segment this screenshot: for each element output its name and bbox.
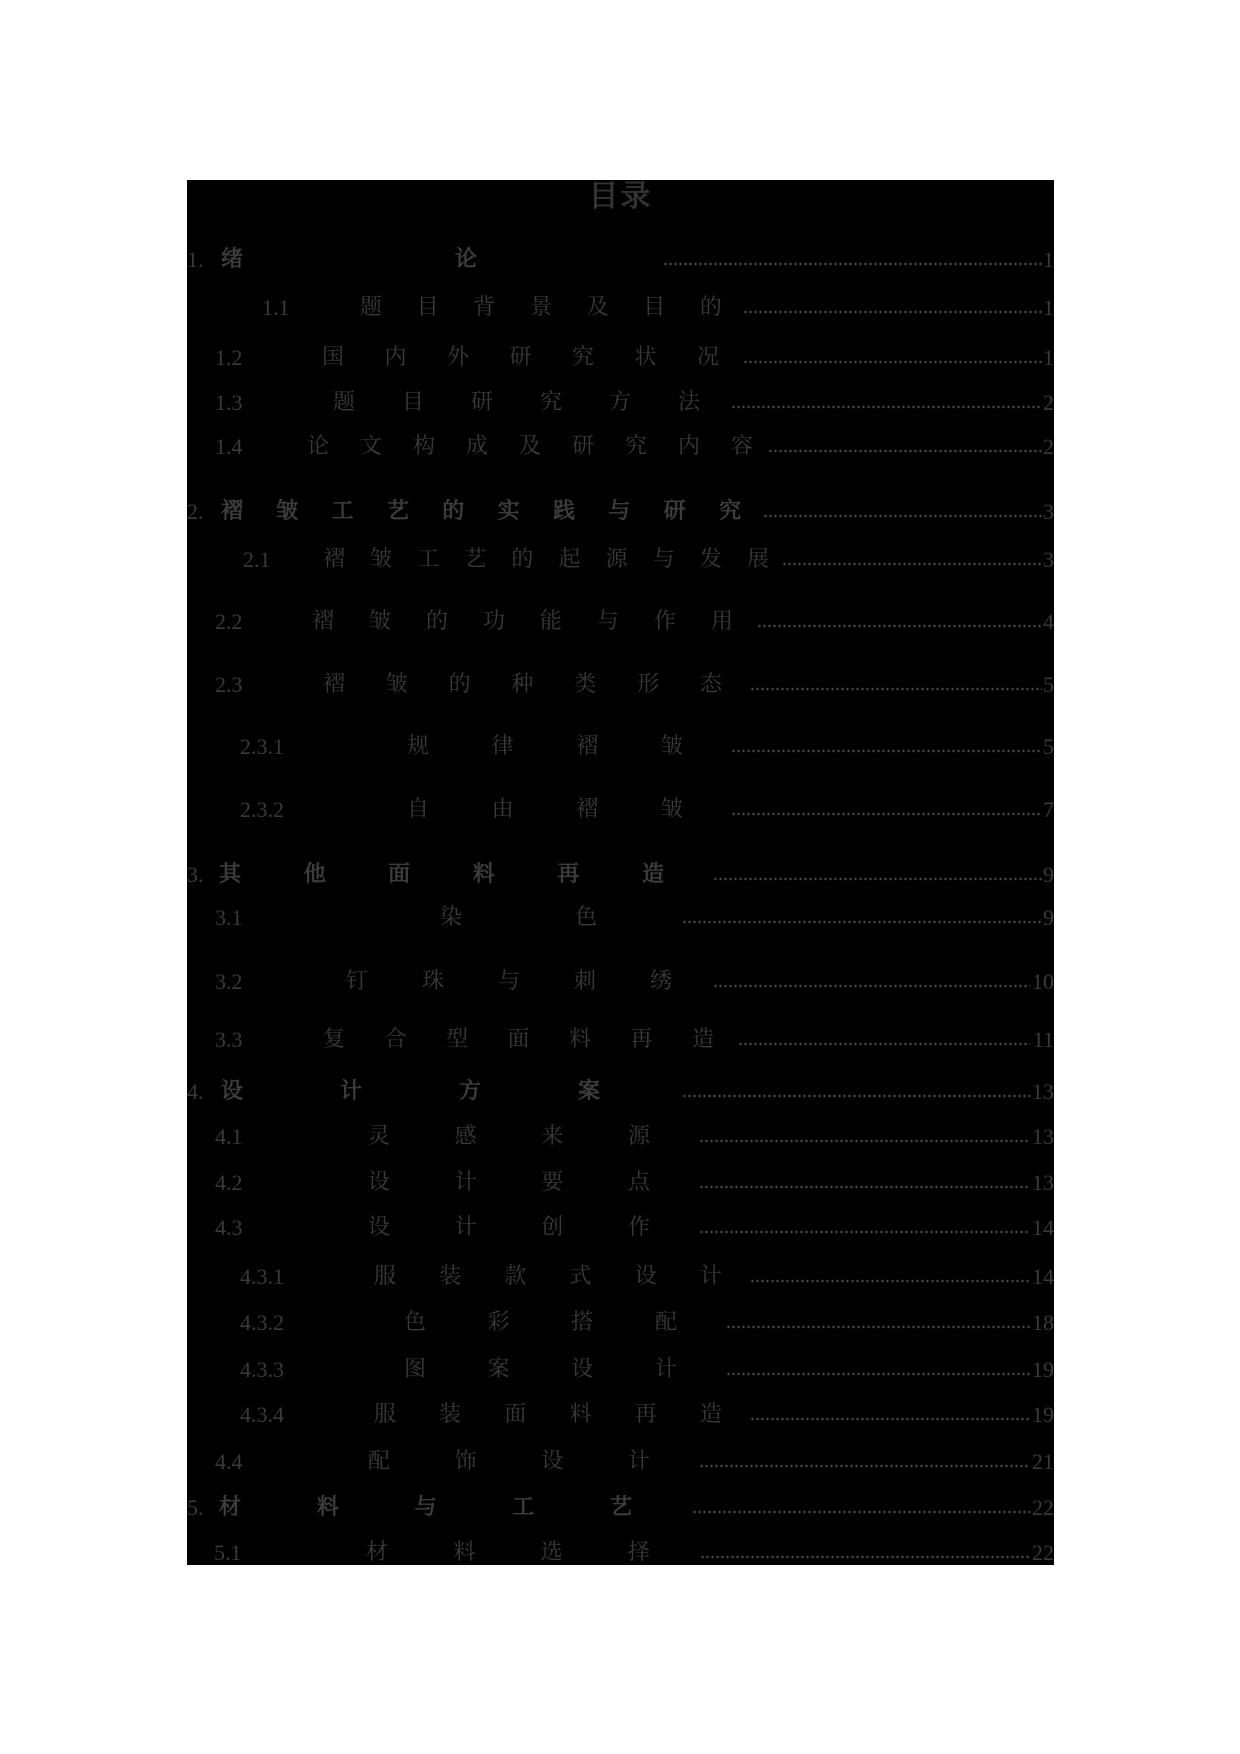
dot-leader — [750, 1279, 1030, 1283]
toc-entry-title: 配 饰 设 计 — [367, 1449, 650, 1474]
toc-entry-number: 5. — [187, 1495, 204, 1520]
toc-entry-number: 4.3 — [215, 1215, 243, 1240]
toc-entry-title: 国 内 外 研 究 状 况 — [321, 345, 719, 370]
toc-entry[interactable] — [187, 1025, 1054, 1055]
dot-leader — [699, 1139, 1030, 1143]
toc-title: 目录 — [588, 179, 653, 214]
toc-entry-number: 3. — [187, 862, 204, 887]
toc-entry-title: 材 料 选 择 — [365, 1540, 650, 1565]
toc-entry-page-number: 14 — [1032, 1264, 1054, 1289]
toc-entry-title: 复 合 型 面 料 再 造 — [322, 1027, 714, 1052]
toc-entry[interactable] — [187, 293, 1054, 323]
toc-entry-title: 褶 皱 工 艺 的 实 践 与 研 究 — [220, 499, 741, 524]
dot-leader — [682, 920, 1042, 924]
dot-leader — [768, 449, 1042, 453]
toc-entry-title: 褶 皱 的 功 能 与 作 用 — [311, 609, 733, 634]
toc-entry-title: 自 由 褶 皱 — [406, 797, 683, 822]
toc-entry[interactable] — [187, 245, 1054, 275]
toc-entry[interactable] — [187, 1538, 1054, 1568]
toc-entry-number: 5.1 — [214, 1540, 242, 1565]
toc-entry-number: 2.2 — [215, 609, 243, 634]
dot-leader — [682, 1094, 1030, 1098]
toc-entry-number: 2.3 — [215, 672, 243, 697]
toc-entry-page-number: 1 — [1043, 345, 1054, 370]
toc-entry-number: 4.4 — [215, 1449, 243, 1474]
toc-entry[interactable] — [187, 795, 1054, 825]
toc-entry[interactable] — [187, 967, 1054, 997]
toc-entry-title: 设 计 要 点 — [367, 1170, 650, 1195]
toc-entry-page-number: 1 — [1043, 247, 1054, 272]
toc-entry[interactable] — [187, 343, 1054, 373]
toc-entry-number: 4.3.4 — [240, 1402, 284, 1427]
toc-entry-number: 3.1 — [215, 905, 243, 930]
toc-entry-page-number: 3 — [1043, 547, 1054, 572]
toc-entry-page-number: 22 — [1032, 1495, 1054, 1520]
dot-leader — [692, 1510, 1030, 1514]
toc-entry-number: 2.3.1 — [240, 734, 284, 759]
dot-leader — [750, 687, 1042, 691]
toc-entry-page-number: 22 — [1032, 1540, 1054, 1565]
toc-entry[interactable] — [187, 388, 1054, 418]
toc-entry-page-number: 5 — [1043, 672, 1054, 697]
toc-entry-title: 钉 珠 与 刺 绣 — [345, 969, 672, 994]
toc-page — [187, 180, 1054, 1565]
toc-entry[interactable] — [187, 860, 1054, 890]
dot-leader — [713, 984, 1030, 988]
dot-leader — [743, 360, 1042, 364]
dot-leader — [699, 1230, 1030, 1234]
toc-entry[interactable] — [187, 545, 1054, 575]
toc-entry[interactable] — [187, 1355, 1054, 1385]
toc-entry-number: 1.2 — [215, 345, 243, 370]
toc-entry-number: 1.3 — [215, 390, 243, 415]
toc-entry-title: 灵 感 来 源 — [367, 1124, 650, 1149]
toc-entry-title: 论 文 构 成 及 研 究 内 容 — [306, 434, 753, 459]
toc-entry-page-number: 1 — [1043, 295, 1054, 320]
toc-entry-title: 褶 皱 的 种 类 形 态 — [322, 672, 722, 697]
toc-entry-title: 褶 皱 工 艺 的 起 源 与 发 展 — [322, 547, 769, 572]
toc-entry-title: 题 目 研 究 方 法 — [332, 390, 700, 415]
toc-entry[interactable] — [187, 1308, 1054, 1338]
toc-entry[interactable] — [187, 670, 1054, 700]
dot-leader — [731, 405, 1042, 409]
toc-entry-number: 2.1 — [243, 547, 271, 572]
toc-entry-number: 4.1 — [215, 1124, 243, 1149]
toc-entry[interactable] — [187, 1262, 1054, 1292]
toc-entry-number: 3.2 — [215, 969, 243, 994]
toc-entry-page-number: 13 — [1032, 1170, 1054, 1195]
toc-entry-number: 1. — [187, 247, 204, 272]
toc-entry-number: 4.3.2 — [240, 1310, 284, 1335]
toc-entry[interactable] — [187, 903, 1054, 933]
toc-entry-page-number: 18 — [1032, 1310, 1054, 1335]
toc-entry-title: 材 料 与 工 艺 — [218, 1495, 632, 1520]
toc-entry-page-number: 3 — [1043, 499, 1054, 524]
toc-entry-number: 2.3.2 — [240, 797, 284, 822]
toc-entry-page-number: 19 — [1032, 1402, 1054, 1427]
dot-leader — [663, 262, 1042, 266]
toc-entry[interactable] — [187, 1213, 1054, 1243]
toc-entry[interactable] — [187, 1447, 1054, 1477]
dot-leader — [699, 1185, 1030, 1189]
dot-leader — [731, 749, 1042, 753]
toc-entry-page-number: 10 — [1032, 969, 1054, 994]
toc-entry-number: 1.4 — [215, 434, 243, 459]
toc-entry-title: 图 案 设 计 — [403, 1357, 677, 1382]
toc-entry[interactable] — [187, 732, 1054, 762]
toc-entry-title: 其 他 面 料 再 造 — [218, 862, 664, 887]
toc-entry-page-number: 11 — [1032, 1027, 1054, 1052]
dot-leader — [700, 1555, 1030, 1559]
dot-leader — [750, 1417, 1030, 1421]
toc-entry-title: 服 装 面 料 再 造 — [373, 1402, 722, 1427]
toc-entry-number: 3.3 — [215, 1027, 243, 1052]
toc-entry-title: 规 律 褶 皱 — [406, 734, 683, 759]
dot-leader — [757, 624, 1042, 628]
dot-leader — [738, 1042, 1030, 1046]
toc-entry-number: 1.1 — [262, 295, 290, 320]
toc-entry-title: 设 计 方 案 — [220, 1079, 600, 1104]
toc-entry-title: 题 目 背 景 及 目 的 — [359, 295, 722, 320]
dot-leader — [743, 310, 1042, 314]
toc-entry[interactable] — [187, 432, 1054, 462]
toc-entry-page-number: 19 — [1032, 1357, 1054, 1382]
toc-entry-title: 服 装 款 式 设 计 — [373, 1264, 722, 1289]
toc-entry-page-number: 2 — [1043, 390, 1054, 415]
toc-entry-number: 4. — [187, 1079, 204, 1104]
toc-entry[interactable] — [187, 1077, 1054, 1107]
toc-entry-page-number: 21 — [1032, 1449, 1054, 1474]
toc-entry-title: 设 计 创 作 — [367, 1215, 650, 1240]
toc-entry[interactable] — [187, 1122, 1054, 1152]
toc-entry-page-number: 5 — [1043, 734, 1054, 759]
toc-entry[interactable] — [187, 1168, 1054, 1198]
toc-entry-page-number: 9 — [1043, 905, 1054, 930]
toc-entry-page-number: 14 — [1032, 1215, 1054, 1240]
toc-entry-page-number: 9 — [1043, 862, 1054, 887]
dot-leader — [782, 562, 1042, 566]
toc-entry-title: 绪 论 — [220, 247, 477, 272]
dot-leader — [713, 877, 1042, 881]
toc-entry-number: 4.3.3 — [240, 1357, 284, 1382]
toc-entry-number: 4.3.1 — [240, 1264, 284, 1289]
dot-leader — [726, 1325, 1030, 1329]
dot-leader — [699, 1464, 1030, 1468]
toc-entry-page-number: 4 — [1043, 609, 1054, 634]
toc-entry-number: 4.2 — [215, 1170, 243, 1195]
toc-entry-page-number: 13 — [1032, 1079, 1054, 1104]
dot-leader — [763, 514, 1042, 518]
toc-entry-page-number: 7 — [1043, 797, 1054, 822]
toc-entry-number: 2. — [187, 499, 204, 524]
toc-entry[interactable] — [187, 607, 1054, 637]
dot-leader — [726, 1372, 1030, 1376]
toc-entry[interactable] — [187, 497, 1054, 527]
toc-entry-title: 染 色 — [439, 905, 597, 930]
dot-leader — [731, 812, 1042, 816]
toc-entry[interactable] — [187, 1400, 1054, 1430]
toc-entry-page-number: 13 — [1032, 1124, 1054, 1149]
toc-entry-page-number: 2 — [1043, 434, 1054, 459]
toc-entry-title: 色 彩 搭 配 — [403, 1310, 677, 1335]
toc-entry[interactable] — [187, 1493, 1054, 1523]
